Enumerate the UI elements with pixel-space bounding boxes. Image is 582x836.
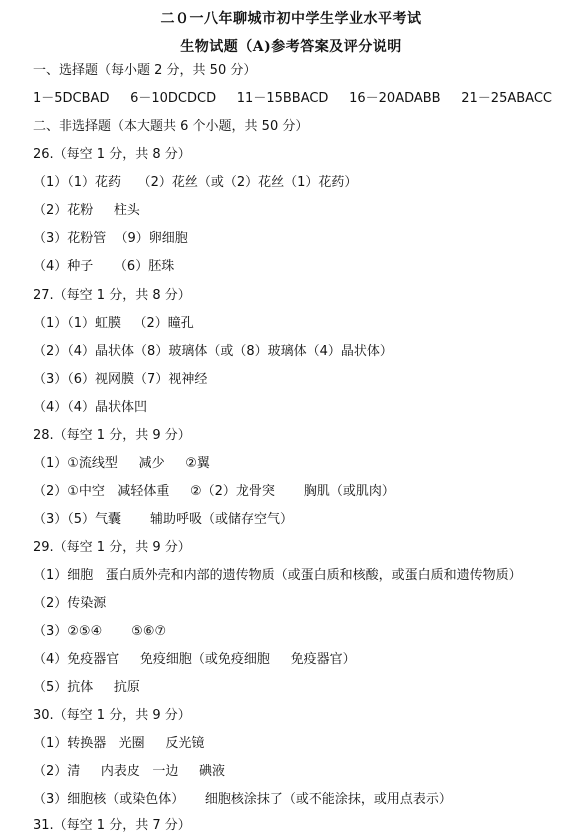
answer-line: （2）花粉 柱头 <box>33 203 140 218</box>
answer-line: （1）转换器 光圈 反光镜 <box>33 736 205 751</box>
answer-line: （2）清 内表皮 一边 碘液 <box>33 764 225 779</box>
answer-line: （4）种子 （6）胚珠 <box>33 259 175 274</box>
question-31-heading: 31.（每空 1 分，共 7 分） <box>33 818 191 833</box>
answer-line: （1）（1）花药 （2）花丝（或（2）花丝（1）花药） <box>33 175 358 190</box>
answer-line: （4）（4）晶状体凹 <box>33 400 148 415</box>
question-27-heading: 27.（每空 1 分，共 8 分） <box>33 288 191 303</box>
answer-line: （2）传染源 <box>33 596 107 611</box>
document-subtitle: 生物试题（A)参考答案及评分说明 <box>180 39 402 55</box>
answer-line: （3）②⑤④ ⑤⑥⑦ <box>33 624 167 639</box>
answer-line: （3）细胞核（或染色体） 细胞核涂抹了（或不能涂抹，或用点表示） <box>33 792 452 807</box>
answer-line: （3）（5）气囊 辅助呼吸（或储存空气） <box>33 512 293 527</box>
question-26-heading: 26.（每空 1 分，共 8 分） <box>33 147 191 162</box>
answer-line: （1）细胞 蛋白质外壳和内部的遗传物质（或蛋白质和核酸，或蛋白质和遗传物质） <box>33 568 522 583</box>
question-29-heading: 29.（每空 1 分，共 9 分） <box>33 540 191 555</box>
answer-line: （2）①中空 减轻体重 ②（2）龙骨突 胸肌（或肌肉） <box>33 484 395 499</box>
section-heading-nonchoice: 二、非选择题（本大题共 6 个小题，共 50 分） <box>33 119 309 134</box>
document-title: 二０一八年聊城市初中学生学业水平考试 <box>160 11 422 27</box>
question-30-heading: 30.（每空 1 分，共 9 分） <box>33 708 191 723</box>
answer-line: （5）抗体 抗原 <box>33 680 140 695</box>
answer-line: （1）（1）虹膜 （2）瞳孔 <box>33 316 194 331</box>
answer-line: （2）（4）晶状体（8）玻璃体（或（8）玻璃体（4）晶状体） <box>33 344 393 359</box>
answer-line: （1）①流线型 减少 ②翼 <box>33 456 210 471</box>
answer-line: （4）免疫器官 免疫细胞（或免疫细胞 免疫器官） <box>33 652 356 667</box>
answer-line: （3）（6）视网膜（7）视神经 <box>33 372 208 387</box>
question-28-heading: 28.（每空 1 分，共 9 分） <box>33 428 191 443</box>
choice-answers: 1－5DCBAD 6－10DCDCD 11－15BBACD 16－20ADABB 21－25ABACC <box>33 91 552 106</box>
answer-line: （3）花粉管 （9）卵细胞 <box>33 231 188 246</box>
section-heading-choice: 一、选择题（每小题 2 分，共 50 分） <box>33 63 257 78</box>
